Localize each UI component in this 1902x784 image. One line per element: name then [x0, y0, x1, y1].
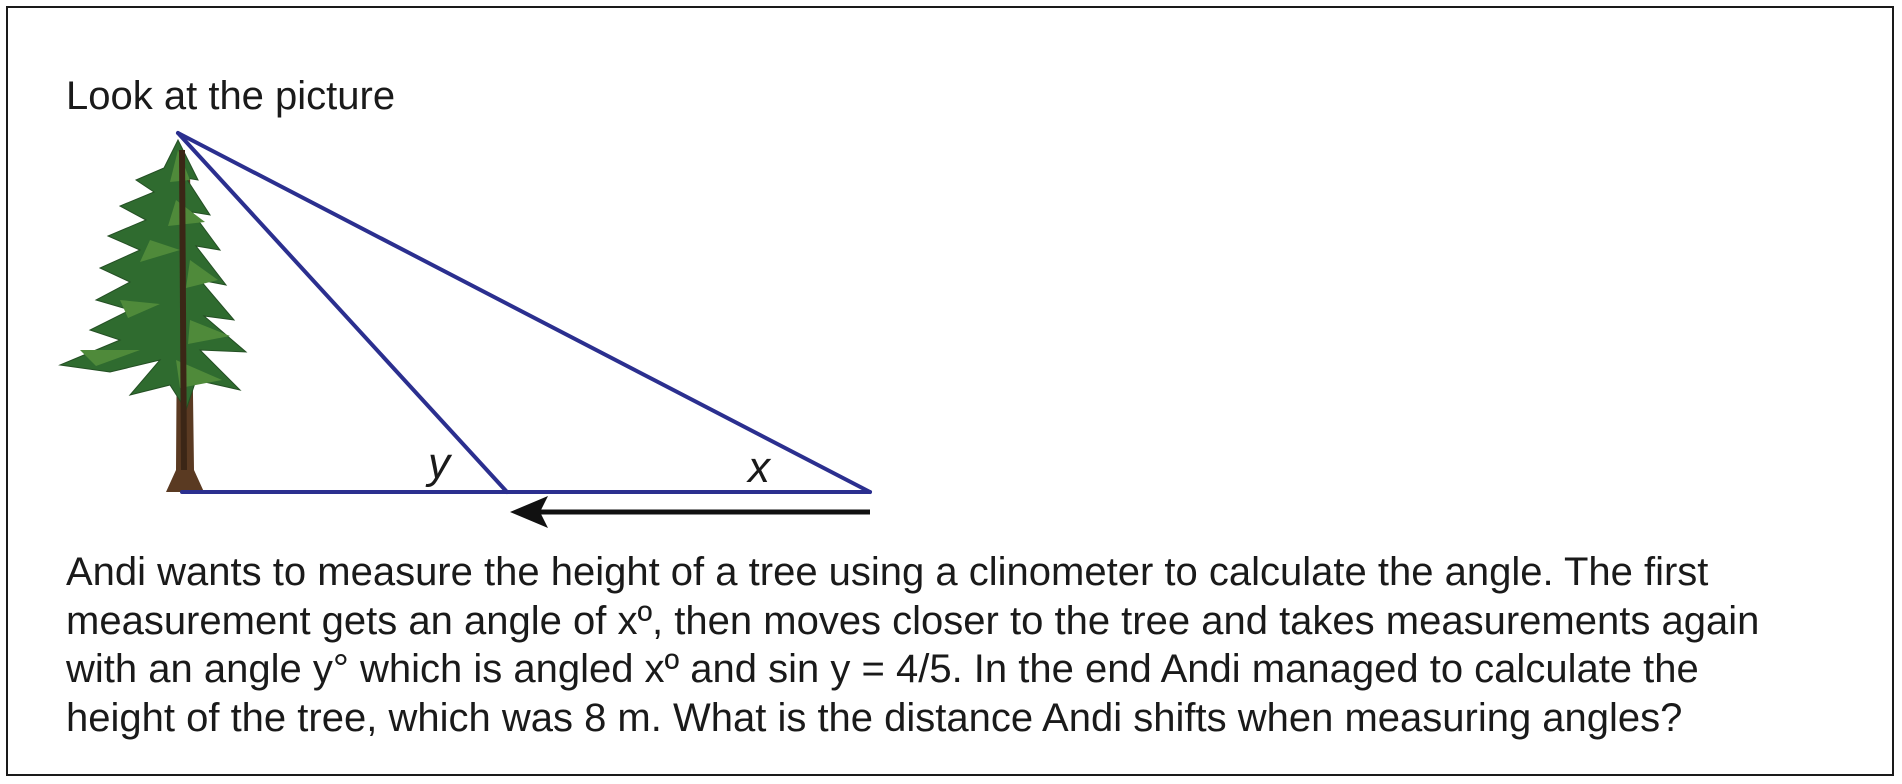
tree-foliage	[60, 140, 246, 410]
problem-line: Andi wants to measure the height of a tree using a clinometer to calculate the angle. The first	[66, 550, 1709, 594]
intro-text: Look at the picture	[66, 74, 396, 118]
far-sightline	[178, 133, 870, 492]
angle-label-x: x	[748, 443, 770, 492]
problem-line: measurement gets an angle of xº, then moves closer to the tree and takes measurements again	[66, 598, 1760, 643]
movement-arrow	[510, 496, 870, 528]
angle-label-y: y	[428, 439, 450, 488]
problem-text	[66, 548, 1886, 742]
problem-line: with an angle y° which is angled xº and sin y = 4/5. In the end Andi managed to calculate the	[66, 647, 1699, 691]
triangle-lines	[178, 133, 870, 492]
tree-illustration	[60, 140, 246, 492]
problem-line: height of the tree, which was 8 m. What is the distance Andi shifts when measuring angles?	[66, 695, 1683, 740]
